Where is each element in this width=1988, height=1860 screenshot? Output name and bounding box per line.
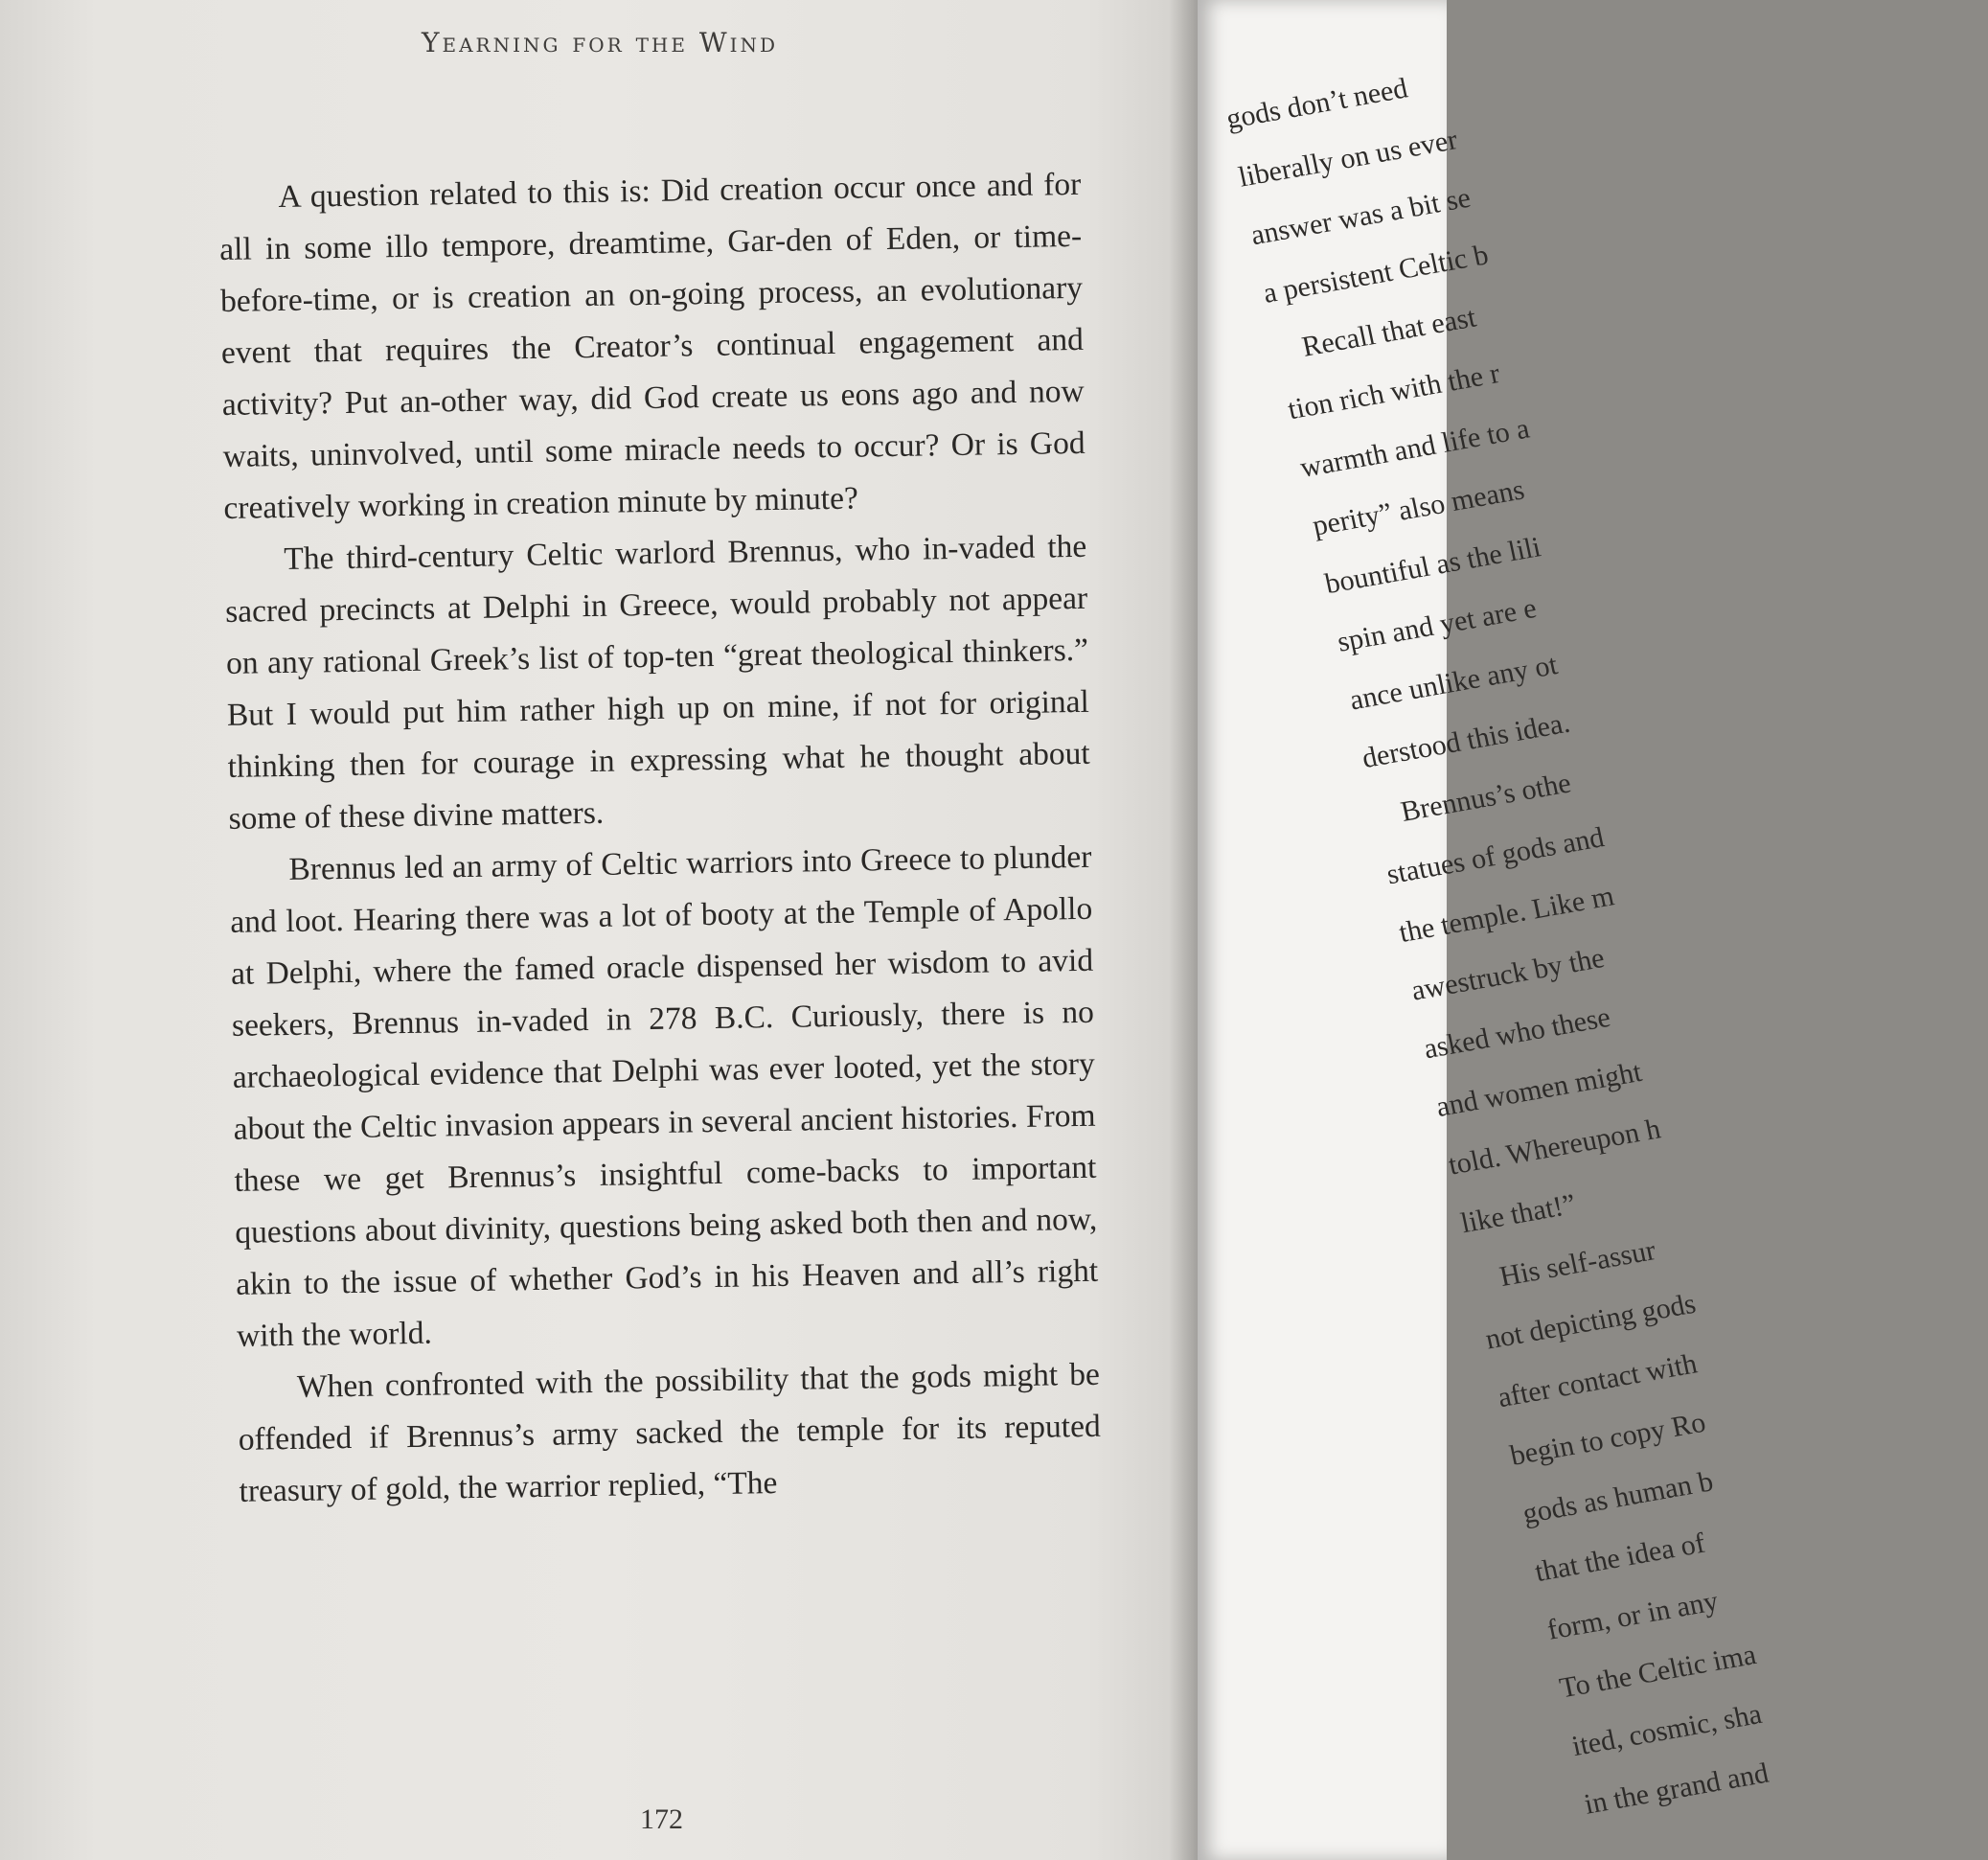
right-page-line: spin and yet are e	[1334, 592, 1540, 658]
right-page-line: like that!”	[1457, 1187, 1579, 1240]
right-page-line: gods don’t need	[1223, 72, 1411, 135]
paragraph-2: The third-century Celtic warlord Brennus, who in-vaded the sacred precincts at Delphi in Greece, would probably not appear on any rational Greek’s list of top-ten “great theological thinkers.” But I would put him rather high up on mine, if not for original thinking then for courage in expressing what he thought about some of these divine matters.	[224, 528, 1090, 837]
paragraph-4: When confronted with the possibility that the gods might be offended if Brennus’s army sacked the temple for its reputed treasury of gold, the warrior replied, “The	[238, 1356, 1101, 1509]
right-page-line: tion rich with the r	[1285, 357, 1503, 426]
page-number: 172	[640, 1803, 683, 1835]
right-page-text	[1221, 21, 1988, 1834]
right-page-line: liberally on us ever	[1235, 124, 1461, 194]
body-text	[218, 159, 1102, 1518]
paragraph-1: A question related to this is: Did creation occur once and for all in some illo tempore, dreamtime, Gar-den of Eden, or time-before-time, or is creation an on-going process, an evolutionary event that requires the Creator’s continual engagement and activity? Put an-other way, did God create us eons ago and now waits, uninvolved, until some miracle needs to occur? Or is God creatively working in creation minute by minute?	[218, 166, 1085, 526]
right-page-line: not depicting gods	[1482, 1287, 1699, 1356]
right-page-line: awestruck by the	[1408, 942, 1608, 1007]
right-page-line: derstood this idea.	[1359, 706, 1573, 775]
right-page-line: told. Whereupon h	[1445, 1113, 1664, 1182]
right-page-line: after contact with	[1495, 1347, 1701, 1414]
right-page-line: in the grand and	[1581, 1757, 1771, 1821]
right-page-line: Recall that east	[1299, 301, 1479, 363]
right-page-line: and women might	[1433, 1056, 1645, 1123]
right-page-line: begin to copy Ro	[1507, 1406, 1709, 1472]
right-page-line: that the idea of	[1532, 1527, 1708, 1589]
right-page-line: asked who these	[1421, 1000, 1613, 1066]
running-head: Yearning for the Wind	[422, 27, 779, 58]
right-page-line: perity” also means	[1310, 473, 1528, 542]
right-page-line: ance unlike any ot	[1346, 649, 1561, 717]
right-page-line: gods as human b	[1520, 1465, 1717, 1530]
right-page-line: a persistent Celtic b	[1260, 239, 1492, 310]
right-page-line: His self-assur	[1497, 1234, 1658, 1294]
right-page-line: warmth and life to a	[1297, 412, 1533, 484]
right-page-line: statues of gods and	[1383, 821, 1608, 891]
paragraph-3: Brennus led an army of Celtic warriors into Greece to plunder and loot. Hearing there was a lot of booty at the Temple of Apollo at Delphi, where the famed oracle dispensed her wisdom to avid seekers, Brennus in-vaded in 278 B.C. Curiously, there is no archaeological evidence that Delphi was ever looted, yet the story about the Celtic invasion appears in several ancient histories. From these we get Brennus’s insightful come-backs to important questions about divinity, questions being asked both then and now, akin to the issue of whether God’s in his Heaven and all’s right with the world.	[230, 838, 1099, 1354]
right-page-line: answer was a bit se	[1247, 181, 1474, 252]
right-page	[1198, 0, 1771, 1860]
right-page-line: To the Celtic ima	[1556, 1639, 1759, 1705]
right-page-line: Brennus’s othe	[1398, 767, 1574, 828]
right-page-line: ited, cosmic, sha	[1568, 1698, 1765, 1763]
right-page-line: form, or in any	[1544, 1585, 1722, 1646]
right-page-line: bountiful as the lili	[1322, 531, 1544, 601]
right-page-line: the temple. Like m	[1396, 880, 1617, 950]
